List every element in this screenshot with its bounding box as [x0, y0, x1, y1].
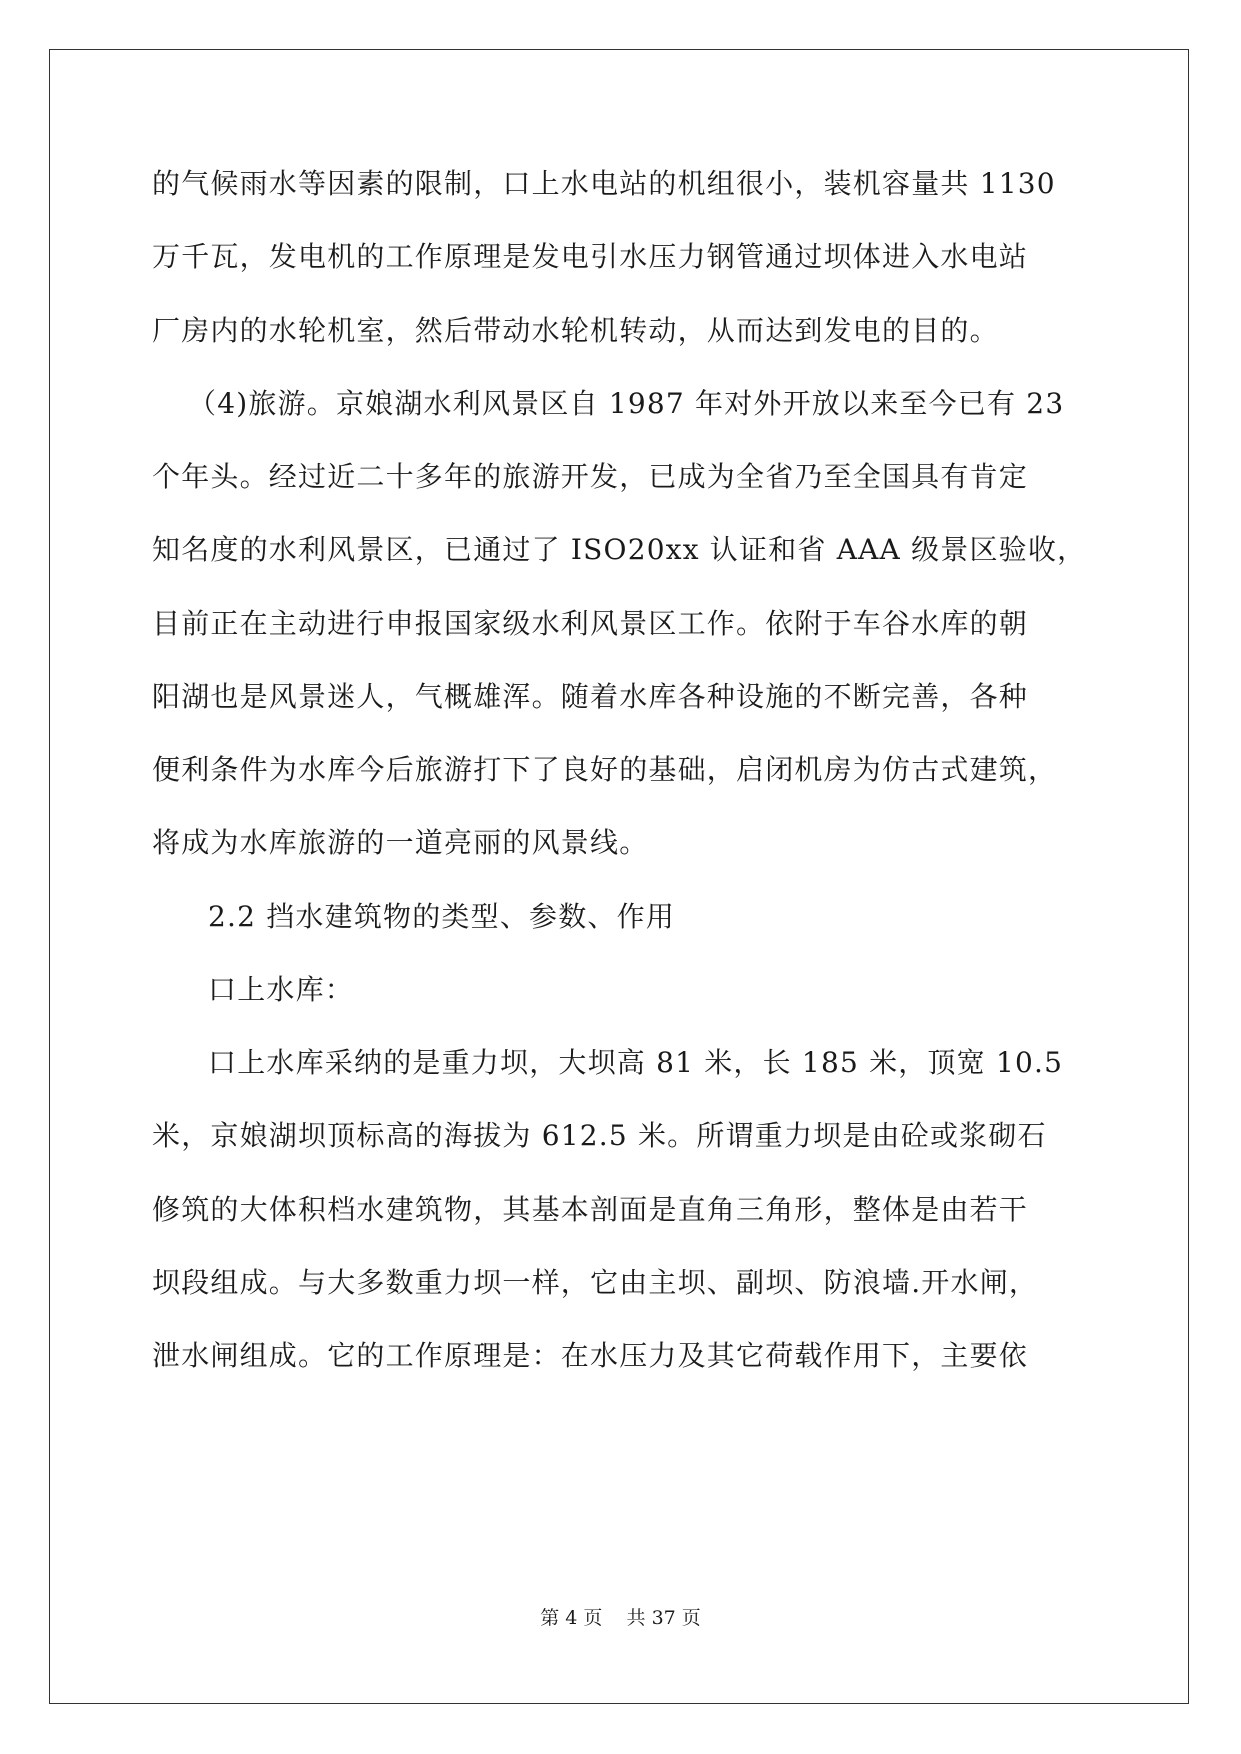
- page-border: [49, 49, 1189, 1704]
- section-heading: 2.2 挡水建筑物的类型、参数、作用: [208, 900, 676, 933]
- text-line: 厂房内的水轮机室，然后带动水轮机转动，从而达到发电的目的。: [152, 314, 999, 347]
- text-line: 万千瓦，发电机的工作原理是发电引水压力钢管通过坝体进入水电站: [152, 240, 1029, 273]
- text-line: 泄水闸组成。它的工作原理是：在水压力及其它荷载作用下，主要依: [152, 1339, 1029, 1372]
- text-line: 坝段组成。与大多数重力坝一样，它由主坝、副坝、防浪墙.开水闸，: [152, 1266, 1039, 1299]
- page-number-footer: 第 4 页 共 37 页: [540, 1607, 701, 1629]
- text-line: 将成为水库旅游的一道亮丽的风景线。: [152, 826, 649, 859]
- text-line: 的气候雨水等因素的限制，口上水电站的机组很小，装机容量共 1130: [152, 167, 1056, 200]
- subsection-heading: 口上水库：: [208, 973, 355, 1006]
- text-line: 阳湖也是风景迷人，气概雄浑。随着水库各种设施的不断完善，各种: [152, 680, 1029, 713]
- text-line: 目前正在主动进行申报国家级水利风景区工作。依附于车谷水库的朝: [152, 607, 1029, 640]
- text-line: 米，京娘湖坝顶标高的海拔为 612.5 米。所谓重力坝是由砼或浆砌石: [152, 1119, 1047, 1152]
- text-line: 便利条件为水库今后旅游打下了良好的基础，启闭机房为仿古式建筑，: [152, 753, 1058, 786]
- text-line: （4)旅游。京娘湖水利风景区自 1987 年对外开放以来至今已有 23: [188, 387, 1065, 420]
- text-line: 修筑的大体积档水建筑物，其基本剖面是直角三角形，整体是由若干: [152, 1193, 1029, 1226]
- text-line: 知名度的水利风景区，已通过了 ISO20xx 认证和省 AAA 级景区验收，: [152, 533, 1087, 566]
- text-line: 口上水库采纳的是重力坝，大坝高 81 米，长 185 米，顶宽 10.5: [208, 1046, 1064, 1079]
- text-line: 个年头。经过近二十多年的旅游开发，已成为全省乃至全国具有肯定: [152, 460, 1029, 493]
